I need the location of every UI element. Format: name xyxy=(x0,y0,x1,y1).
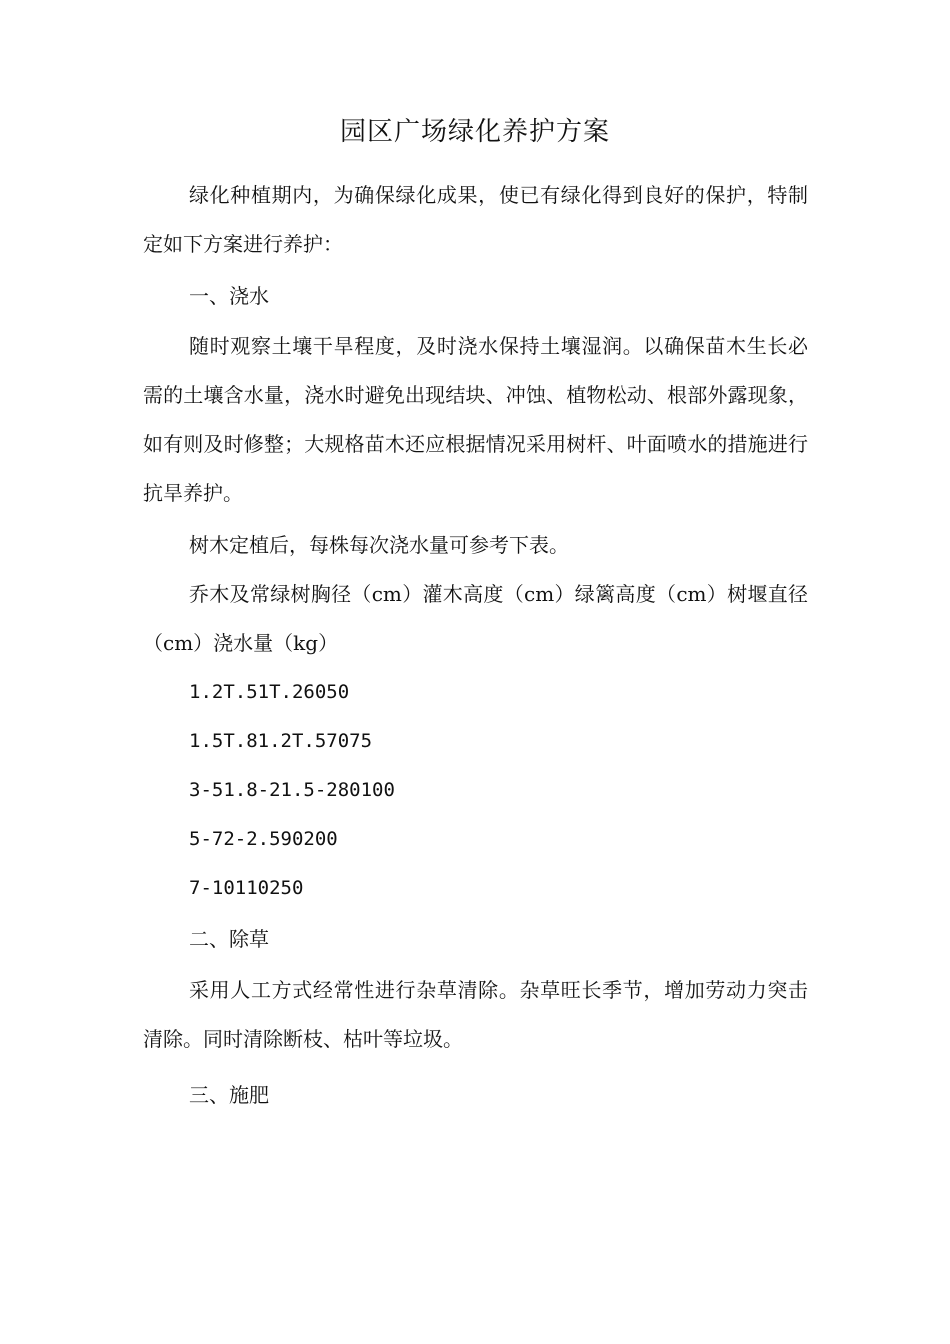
watering-table-row: 3-51.8-21.5-280100 xyxy=(189,779,395,801)
weeding-paragraph: 采用人工方式经常性进行杂草清除。杂草旺长季节，增加劳动力突击清除。同时清除断枝、枯叶等垃圾。 xyxy=(143,978,808,1051)
document-title: 园区广场绿化养护方案 xyxy=(339,117,610,147)
intro-paragraph: 绿化种植期内，为确保绿化成果，使已有绿化得到良好的保护，特制定如下方案进行养护： xyxy=(143,183,808,256)
section-heading-weeding: 二、除草 xyxy=(189,927,269,951)
section-heading-watering: 一、浇水 xyxy=(189,284,269,308)
watering-table-row: 1.5T.81.2T.57075 xyxy=(189,730,373,752)
watering-table-row: 7-10110250 xyxy=(189,877,304,899)
watering-paragraph: 随时观察土壤干旱程度，及时浇水保持土壤湿润。以确保苗木生长必需的土壤含水量，浇水时避免出现结块、冲蚀、植物松动、根部外露现象，如有则及时修整；大规格苗木还应根据情况采用树杆、叶面喷水的措施进行抗旱养护。 xyxy=(143,334,808,505)
watering-table-intro: 树木定植后，每株每次浇水量可参考下表。 xyxy=(189,533,569,557)
watering-table-row: 1.2T.51T.26050 xyxy=(189,681,350,703)
section-heading-fertilizing: 三、施肥 xyxy=(189,1083,269,1107)
watering-table-header: 乔木及常绿树胸径（cm）灌木高度（cm）绿篱高度（cm）树堰直径（cm）浇水量（kg） xyxy=(143,582,808,655)
watering-table-row: 5-72-2.590200 xyxy=(189,828,338,850)
